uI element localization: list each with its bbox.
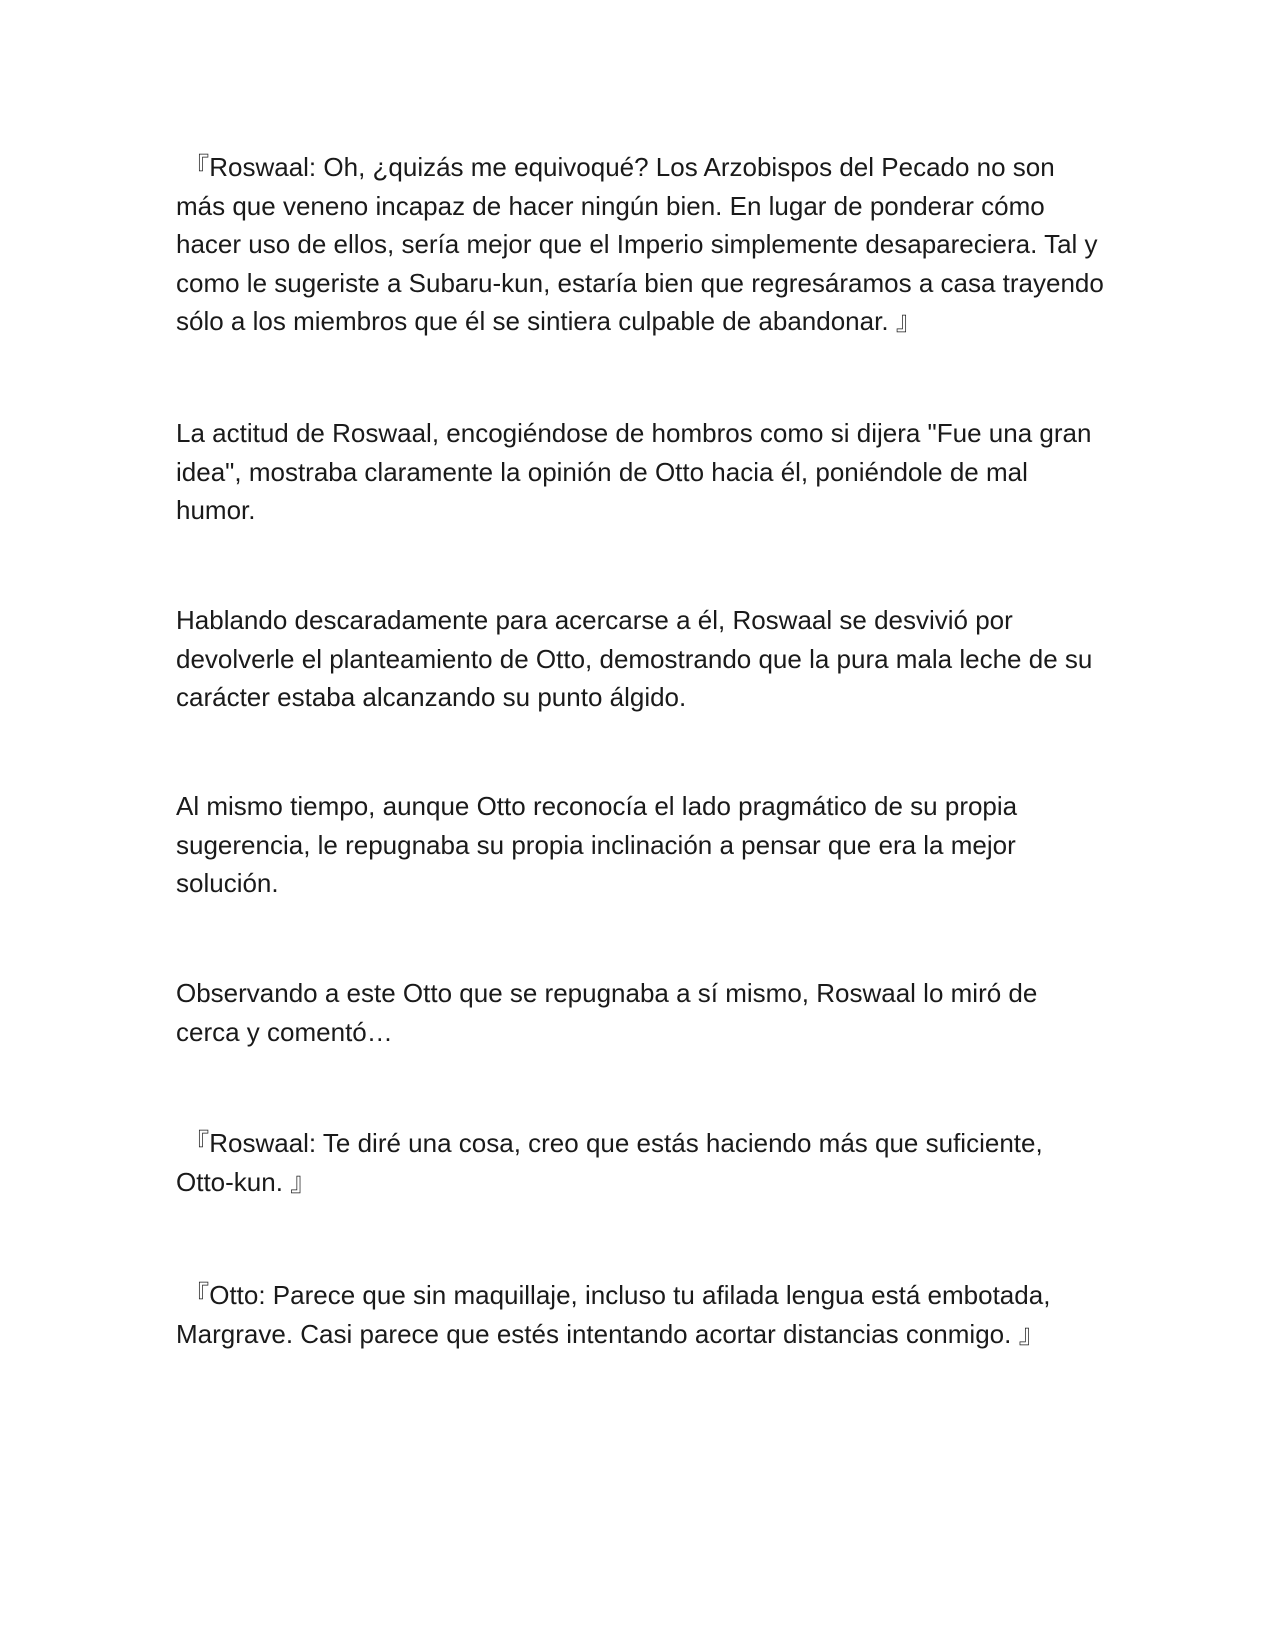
paragraph-roswaal-rebuttal: Hablando descaradamente para acercarse a él, Roswaal se desvivió por devolverle el planteamiento de Otto, demostrando que la pura mala leche de su carácter estaba alcanzando su punto álgido.: [176, 605, 1093, 712]
paragraph-roswaal-attitude: La actitud de Roswaal, encogiéndose de hombros como si dijera "Fue una gran idea", mostraba claramente la opinión de Otto hacia él, poniéndole de mal humor.: [176, 418, 1092, 525]
paragraph-roswaal-observes: Observando a este Otto que se repugnaba a sí mismo, Roswaal lo miró de cerca y comentó…: [176, 978, 1038, 1047]
paragraph-roswaal-dialogue-2: 『Roswaal: Te diré una cosa, creo que estás haciendo más que suficiente, Otto-kun. 』: [176, 1128, 1043, 1197]
paragraph-otto-dialogue: 『Otto: Parece que sin maquillaje, incluso tu afilada lengua está embotada, Margrave. Casi parece que estés intentando acortar distancias conmigo. 』: [176, 1280, 1051, 1349]
paragraph-otto-reflection: Al mismo tiempo, aunque Otto reconocía el lado pragmático de su propia sugerencia, le repugnaba su propia inclinación a pensar que era la mejor solución.: [176, 791, 1018, 898]
paragraph-roswaal-dialogue-1: 『Roswaal: Oh, ¿quizás me equivoqué? Los Arzobispos del Pecado no son más que veneno incapaz de hacer ningún bien. En lugar de ponderar cómo hacer uso de ellos, sería mejor que el Imperio simplemente desapareciera. Tal y como le sugeriste a Subaru-kun, estaría bien que regresáramos a casa trayendo sólo a los miembros que él se sintiera culpable de abandonar. 』: [176, 152, 1104, 336]
